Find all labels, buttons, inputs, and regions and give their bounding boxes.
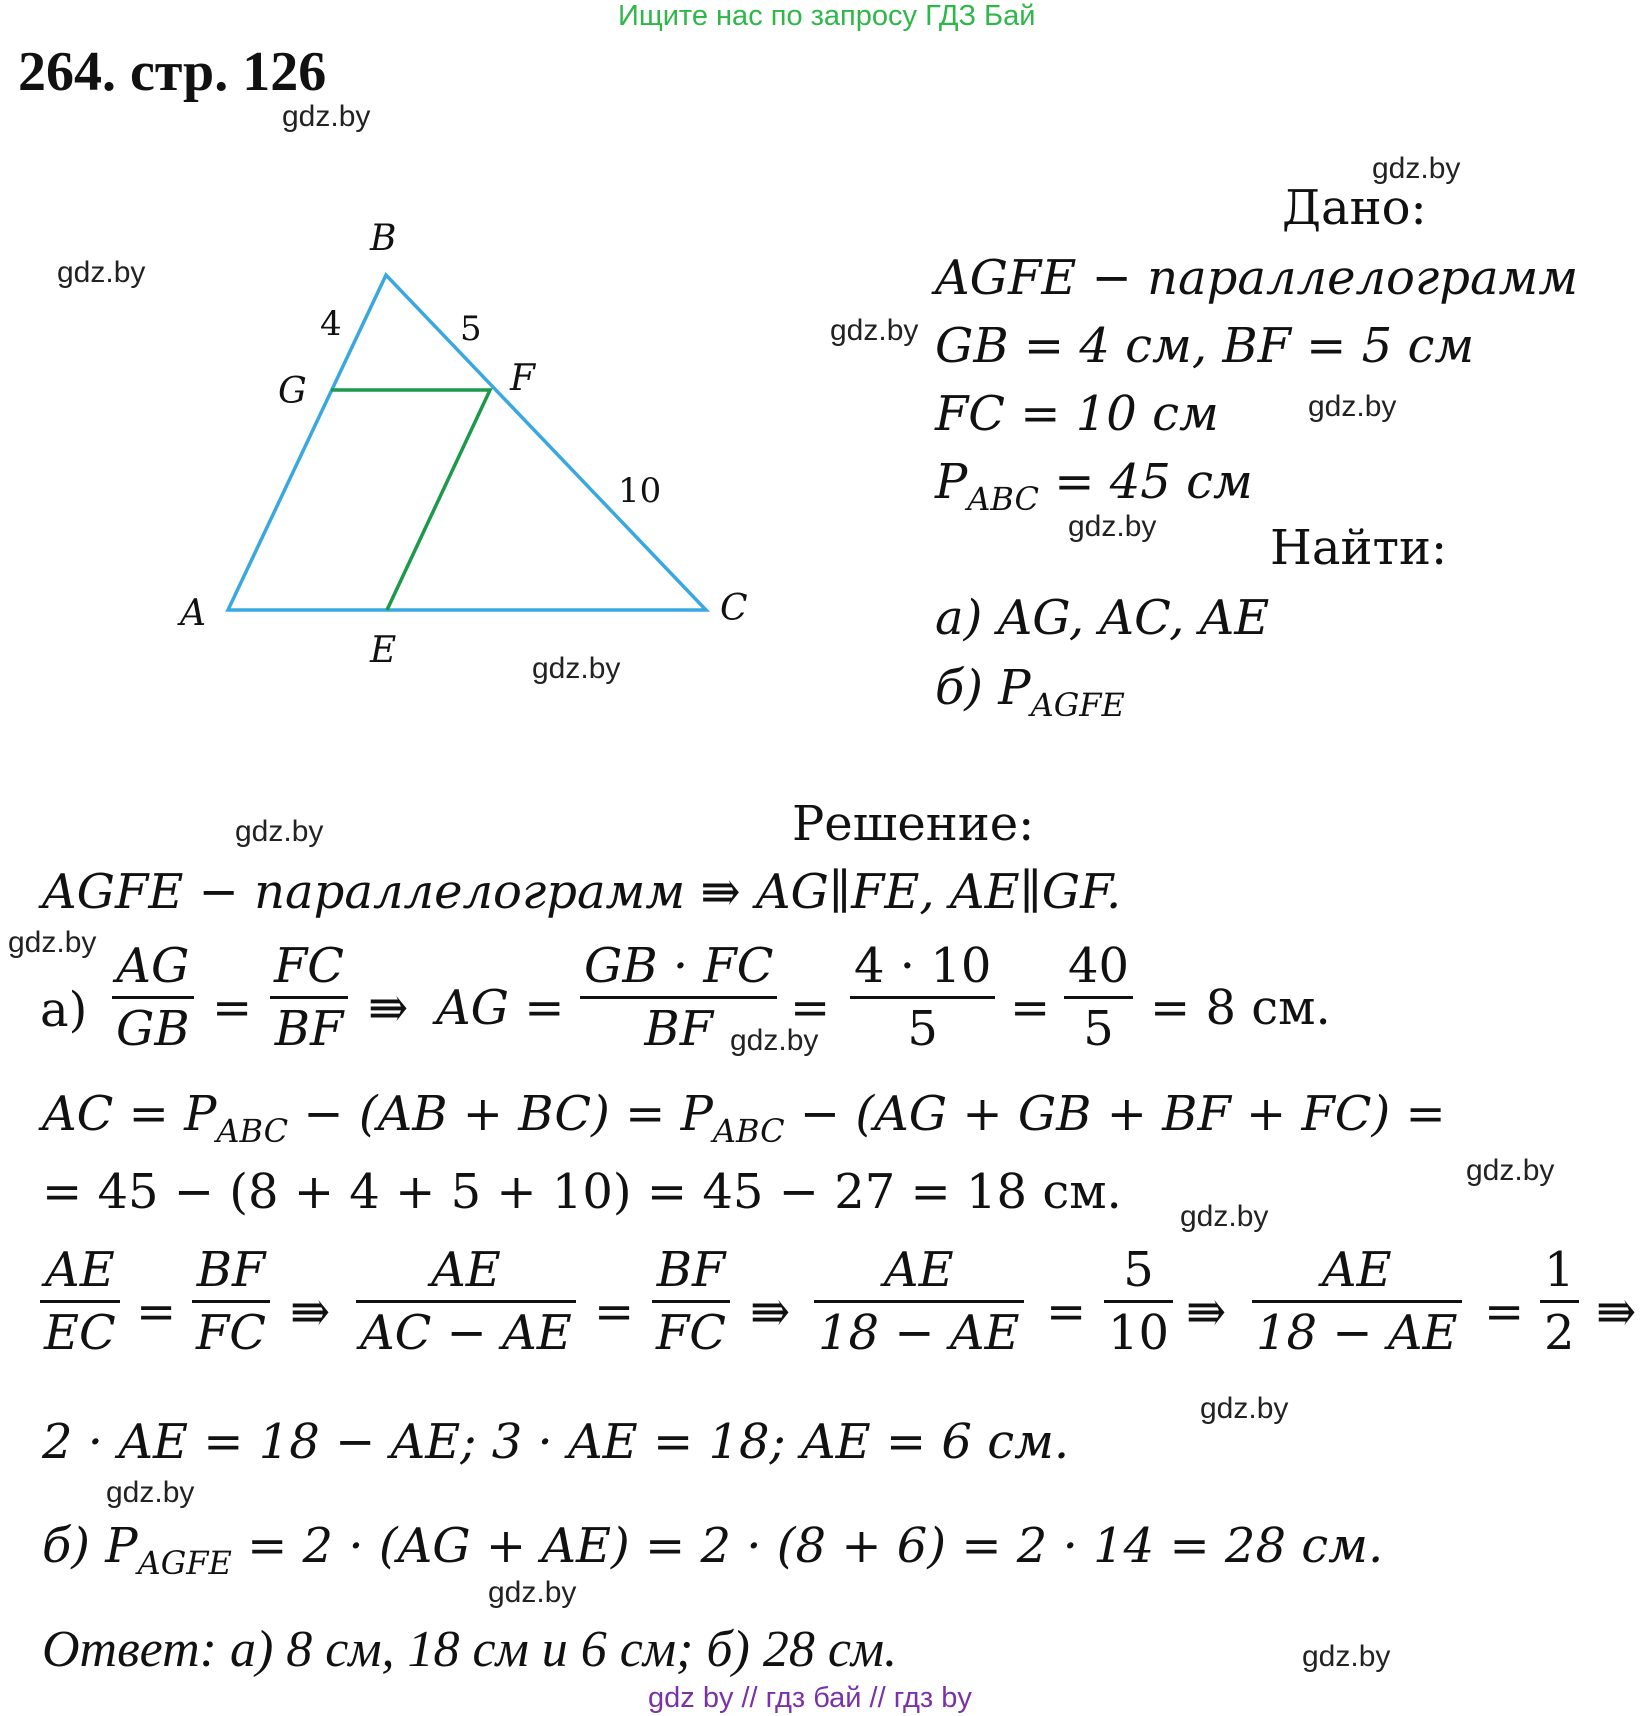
- watermark: gdz.by: [282, 100, 371, 133]
- frac-1-2: 1 2: [1540, 1240, 1579, 1363]
- find-heading: Найти:: [1270, 520, 1448, 576]
- implies-arrow: ⇛: [1186, 1284, 1227, 1340]
- segment-gb-label: 4: [320, 304, 342, 344]
- watermark: gdz.by: [57, 256, 146, 289]
- given-line-3: FC = 10 см: [935, 386, 1219, 442]
- equals-sign: =: [136, 1284, 177, 1340]
- given-line-1: AGFE − параллелограмм: [935, 250, 1579, 306]
- frac-ae-ac-ae: AE AC − AE: [356, 1240, 576, 1363]
- equals-sign: =: [1046, 1284, 1087, 1340]
- point-g-label: G: [278, 371, 307, 412]
- watermark: gdz.by: [1068, 510, 1157, 543]
- part-a-label: а): [40, 982, 88, 1038]
- implies-arrow: ⇛: [290, 1284, 331, 1340]
- watermark: gdz.by: [1180, 1200, 1269, 1233]
- point-a-label: A: [180, 593, 206, 634]
- result-ag: = 8 см.: [1150, 980, 1331, 1036]
- equals-sign: =: [594, 1284, 635, 1340]
- parallelogram-sides: [331, 390, 490, 610]
- frac-5-10: 5 10: [1104, 1240, 1173, 1363]
- ac-line-2: = 45 − (8 + 4 + 5 + 10) = 45 − 27 = 18 см.: [42, 1164, 1122, 1220]
- footer-links: gdz by // гдз бай // гдз by: [648, 1682, 972, 1714]
- watermark: gdz.by: [730, 1024, 819, 1057]
- equals-sign: =: [212, 980, 253, 1036]
- given-line-2: GB = 4 см, BF = 5 см: [935, 318, 1475, 374]
- frac-bf-fc-2: BF FC: [652, 1240, 730, 1363]
- given-heading: Дано:: [1282, 180, 1427, 236]
- implies-arrow: ⇛: [1596, 1284, 1637, 1340]
- frac-40-5: 40 5: [1064, 936, 1133, 1059]
- page-title: 264. стр. 126: [18, 41, 327, 103]
- frac-ae-ec: AE EC: [40, 1240, 120, 1363]
- find-b: б) $P_{AGFE}$: [935, 660, 1125, 724]
- implies-arrow: ⇛: [750, 1284, 791, 1340]
- watermark: gdz.by: [1466, 1154, 1555, 1187]
- frac-gb-fc-bf: GB · FC BF: [580, 936, 777, 1059]
- frac-ae-18-ae-2: AE 18 − AE: [1252, 1240, 1462, 1363]
- watermark: gdz.by: [8, 926, 97, 959]
- segment-fc-label: 10: [618, 471, 662, 511]
- watermark: gdz.by: [1302, 1640, 1391, 1673]
- watermark: gdz.by: [235, 815, 324, 848]
- answer-line: Ответ: а) 8 см, 18 см и 6 см; б) 28 см.: [42, 1621, 898, 1678]
- watermark: gdz.by: [106, 1476, 195, 1509]
- frac-fc-bf: FC BF: [270, 936, 348, 1059]
- frac-ae-18-ae: AE 18 − AE: [814, 1240, 1024, 1363]
- equals-sign: =: [1484, 1284, 1525, 1340]
- solution-heading: Решение:: [792, 796, 1035, 852]
- frac-ag-gb: AG GB: [112, 936, 194, 1059]
- find-a: а) AG, AC, AE: [935, 590, 1270, 646]
- solution-line-1: AGFE − параллелограмм ⇛ AG∥FE, AE∥GF.: [42, 864, 1122, 920]
- equals-sign: =: [790, 980, 831, 1036]
- part-b-line: б) $P_{AGFE} = 2 \cdot (AG + AE) = 2 \cdot (8 + 6) = 2 \cdot 14 = 28$ см.: [42, 1518, 1384, 1582]
- watermark: gdz.by: [1200, 1392, 1289, 1425]
- frac-4-10-5: 4 · 10 5: [850, 936, 995, 1059]
- ag-equals: AG =: [436, 980, 565, 1036]
- equals-sign: =: [1010, 980, 1051, 1036]
- point-f-label: F: [510, 358, 535, 399]
- implies-arrow: ⇛: [368, 980, 409, 1036]
- point-e-label: E: [370, 630, 397, 671]
- watermark: gdz.by: [1372, 152, 1461, 185]
- watermark: gdz.by: [488, 1576, 577, 1609]
- frac-bf-fc: BF FC: [192, 1240, 270, 1363]
- watermark: gdz.by: [1308, 390, 1397, 423]
- triangle-figure: [160, 220, 770, 690]
- given-line-4: $P_{ABC} = 45$ см: [935, 454, 1253, 518]
- watermark: gdz.by: [830, 314, 919, 347]
- watermark: gdz.by: [532, 652, 621, 685]
- point-b-label: B: [370, 220, 397, 259]
- segment-bf-label: 5: [460, 309, 482, 349]
- search-hint: Ищите нас по запросу ГДЗ Бай: [618, 0, 1036, 32]
- point-c-label: C: [720, 588, 748, 629]
- ac-line-1: AC = $P_{ABC} - (AB + BC) = P_{ABC} - (AG$ + GB + BF + FC) =: [42, 1086, 1446, 1150]
- ae-result-line: 2 · AE = 18 − AE; 3 · AE = 18; AE = 6 см.: [42, 1414, 1070, 1470]
